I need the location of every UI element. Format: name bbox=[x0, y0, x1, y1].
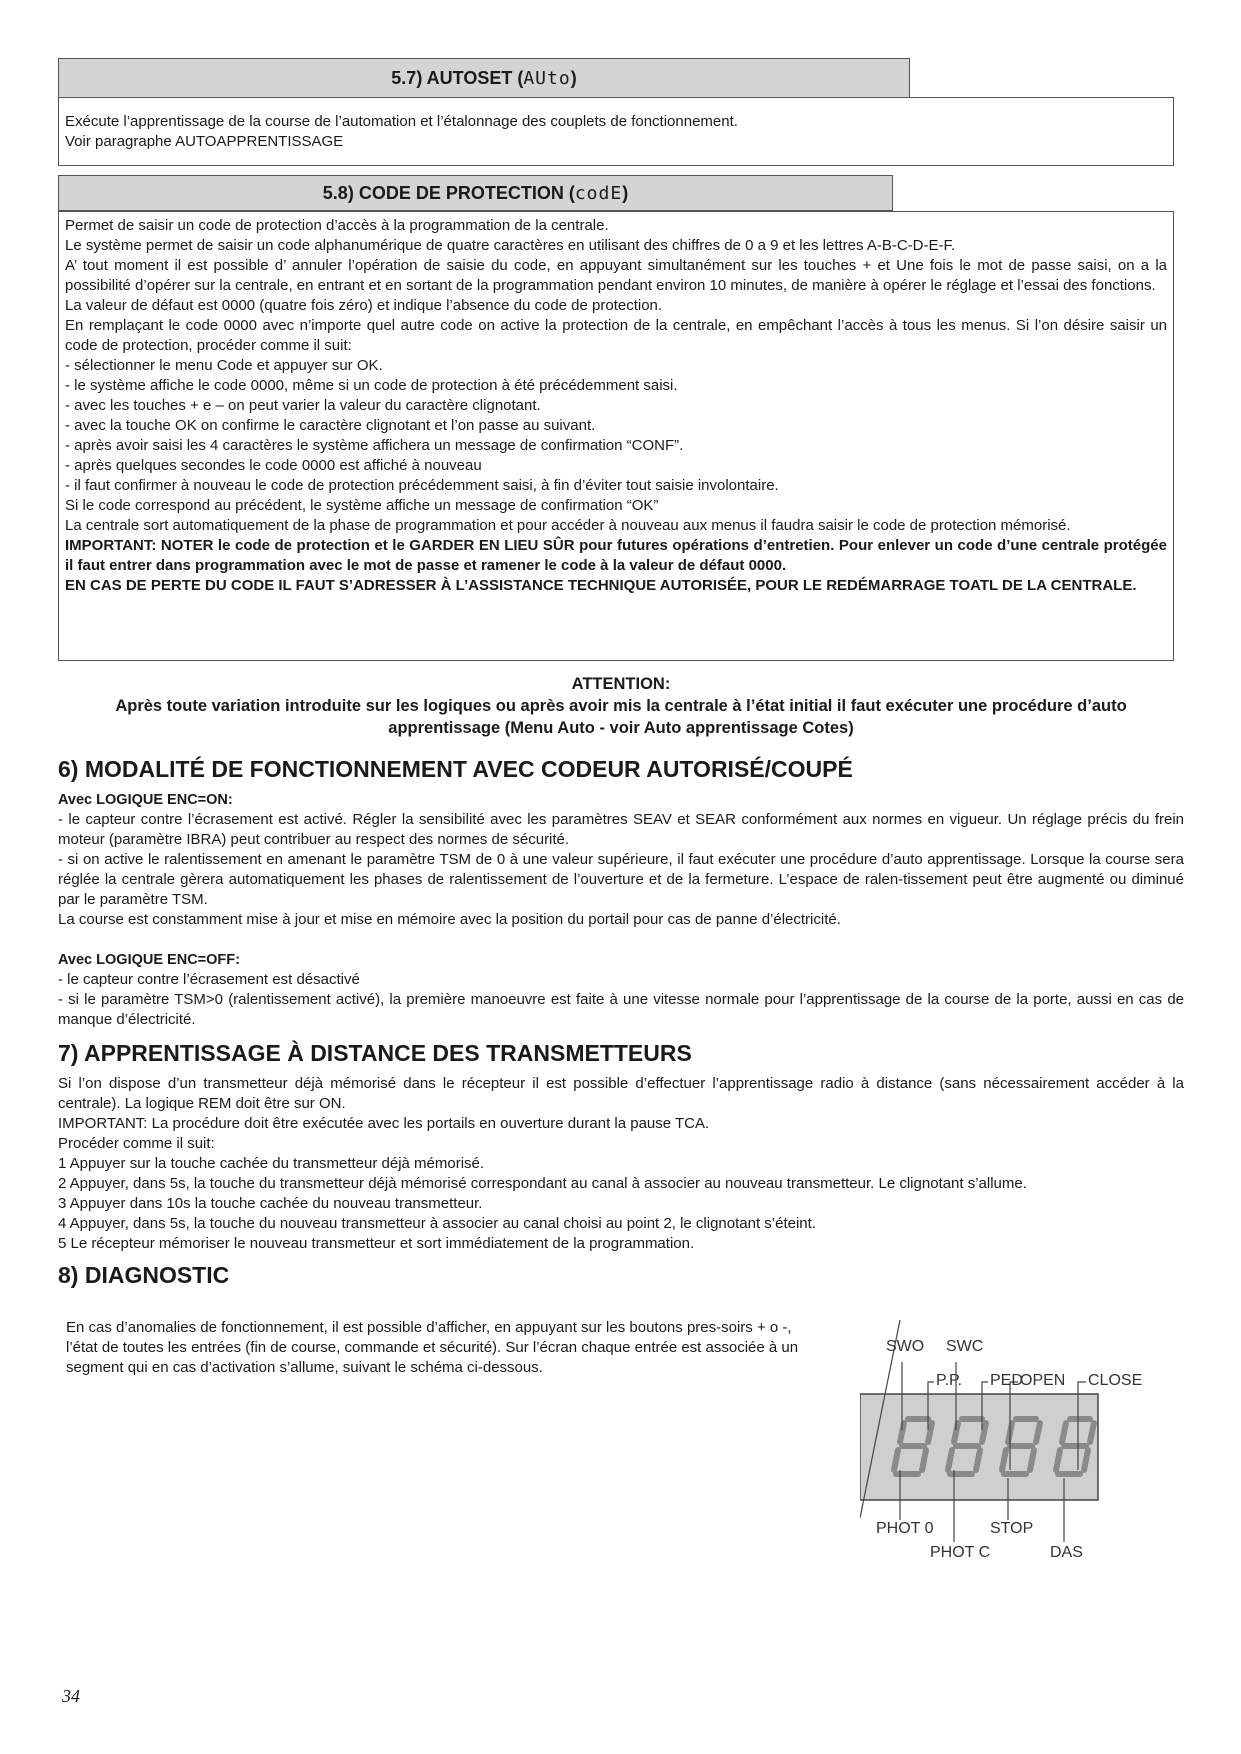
section-5-8-title-close: ) bbox=[622, 183, 629, 203]
list-item: 2 Appuyer, dans 5s, la touche du transmetteur déjà mémorisé correspondant au canal à associer au nouveau transmetteur. Le clignotant s’allume. bbox=[58, 1175, 1027, 1192]
page-number: 34 bbox=[62, 1686, 80, 1706]
section-6-body bbox=[58, 790, 1184, 1030]
label-swo: SWO bbox=[886, 1338, 925, 1355]
section-5-8-display-code: codE bbox=[574, 183, 623, 204]
important-note: EN CAS DE PERTE DU CODE IL FAUT S’ADRESSER À L’ASSISTANCE TECHNIQUE AUTORISÉE, POUR LE REDÉMARRAGE TOATL DE LA CENTRALE. bbox=[65, 577, 1137, 594]
paragraph: La centrale sort automatiquement de la phase de programmation et pour accéder à nouveau aux menus il faudra saisir le code de protection mémorisé. bbox=[65, 517, 1071, 534]
paragraph: Le système permet de saisir un code alphanumérique de quatre caractères en utilisant des chiffres de 0 a 9 et les lettres A-B-C-D-E-F. bbox=[65, 237, 956, 254]
list-item: 4 Appuyer, dans 5s, la touche du nouveau transmetteur à associer au canal choisi au point 2, le clignotant s’éteint. bbox=[58, 1215, 816, 1232]
section-6-off-title: Avec LOGIQUE ENC=OFF: bbox=[58, 952, 240, 968]
list-item: - avec la touche OK on confirme le caractère clignotant et l’on passe au suivant. bbox=[65, 417, 596, 434]
section-5-8-body bbox=[58, 211, 1174, 661]
section-5-7-display-code: AUto bbox=[523, 68, 571, 89]
section-5-8-header bbox=[58, 175, 893, 211]
paragraph: Permet de saisir un code de protection d’accès à la programmation de la centrale. bbox=[65, 217, 609, 234]
paragraph: La course est constamment mise à jour et mise en mémoire avec la position du portail pour cas de panne d’électricité. bbox=[58, 911, 841, 928]
section-7-title: 7) APPRENTISSAGE À DISTANCE DES TRANSMETTEURS bbox=[58, 1040, 692, 1066]
attention-text: Après toute variation introduite sur les logiques ou après avoir mis la centrale à l’état initial il faut exécuter une procédure d’auto apprentissage (Menu Auto - voir Auto apprentissage Cotes) bbox=[115, 697, 1127, 737]
list-item: - il faut confirmer à nouveau le code de protection précédemment saisi, à fin d’éviter tout saisie involontaire. bbox=[65, 477, 779, 494]
paragraph: - le capteur contre l’écrasement est activé. Régler la sensibilité avec les paramètres SEAV et SEAR conformément aux normes en vigueur. Un réglage précis du frein moteur (paramètre IBRA) peut contribuer au respect des normes de sécurité. bbox=[58, 811, 1184, 848]
section-6-title: 6) MODALITÉ DE FONCTIONNEMENT AVEC CODEUR AUTORISÉ/COUPÉ bbox=[58, 756, 853, 782]
list-item: 1 Appuyer sur la touche cachée du transmetteur déjà mémorisé. bbox=[58, 1155, 485, 1172]
paragraph: La valeur de défaut est 0000 (quatre fois zéro) et indique l’absence du code de protection. bbox=[65, 297, 663, 314]
section-8-title: 8) DIAGNOSTIC bbox=[58, 1262, 230, 1288]
label-phot0: PHOT 0 bbox=[876, 1520, 934, 1537]
important-note: IMPORTANT: NOTER le code de protection et le GARDER EN LIEU SÛR pour futures opérations d’entretien. Pour enlever un code d’une centrale protégée il faut entrer dans programmation avec le mot de passe et ramener le code à la valeur de défaut 0000. bbox=[65, 537, 1167, 574]
label-close: CLOSE bbox=[1088, 1372, 1143, 1389]
section-5-7-body bbox=[58, 97, 1174, 166]
paragraph: Si l’on dispose d’un transmetteur déjà mémorisé dans le récepteur il est possible d’effectuer l’apprentissage radio à distance (sans nécessairement accéder à la centrale). La logique REM doit être sur ON. bbox=[58, 1075, 1184, 1112]
list-item: 3 Appuyer dans 10s la touche cachée du nouveau transmetteur. bbox=[58, 1195, 483, 1212]
section-7-body bbox=[58, 1074, 1184, 1254]
list-item: - avec les touches + e – on peut varier la valeur du caractère clignotant. bbox=[65, 397, 541, 414]
paragraph: Procéder comme il suit: bbox=[58, 1135, 215, 1152]
paragraph: Si le code correspond au précédent, le système affiche un message de confirmation “OK” bbox=[65, 497, 659, 514]
list-item: - sélectionner le menu Code et appuyer sur OK. bbox=[65, 357, 383, 374]
attention-block bbox=[58, 673, 1184, 739]
list-item: 5 Le récepteur mémoriser le nouveau transmetteur et sort immédiatement de la programmation. bbox=[58, 1235, 695, 1252]
section-8-text: En cas d’anomalies de fonctionnement, il est possible d’afficher, en appuyant sur les boutons pres-soirs + o -, l’état de toutes les entrées (fin de course, commande et sécurité). Sur l’écran chaque entrée est associée à un segment qui en cas d’activation s’allume, suivant le schéma ci-dessous. bbox=[66, 1319, 799, 1376]
section-5-7-title: 5.7) AUTOSET ( bbox=[391, 68, 524, 88]
section-5-7-line: Exécute l’apprentissage de la course de l’automation et l’étalonnage des couplets de fonctionnement. bbox=[65, 113, 738, 130]
label-pp: P.P. bbox=[936, 1372, 963, 1389]
section-5-7-header bbox=[58, 58, 910, 98]
diagnostic-diagram bbox=[860, 1320, 1180, 1570]
attention-title: ATTENTION: bbox=[571, 675, 671, 693]
paragraph: IMPORTANT: La procédure doit être exécutée avec les portails en ouverture durant la pause TCA. bbox=[58, 1115, 710, 1132]
paragraph: A’ tout moment il est possible d’ annuler l’opération de saisie du code, en appuyant simultanément sur les touches + et Une fois le mot de passe saisi, on a la possibilité d’opérer sur la centrale, en entrant et en sortant de la programmation pendant environ 10 minutes, de manière à opérer le réglage et l’essai des fonctions. bbox=[65, 257, 1167, 294]
section-5-8-title: 5.8) CODE DE PROTECTION ( bbox=[322, 183, 575, 203]
list-item: - après quelques secondes le code 0000 est affiché à nouveau bbox=[65, 457, 482, 474]
label-das: DAS bbox=[1050, 1544, 1083, 1561]
paragraph: - si le paramètre TSM>0 (ralentissement activé), la première manoeuvre est faite à une vitesse normale pour l’apprentissage de la course de la porte, aussi en cas de manque d’électricité. bbox=[58, 991, 1184, 1028]
label-ped: PED bbox=[990, 1372, 1023, 1389]
label-stop: STOP bbox=[990, 1520, 1034, 1537]
label-photc: PHOT C bbox=[930, 1544, 991, 1561]
label-open: OPEN bbox=[1020, 1372, 1066, 1389]
section-5-7-title-close: ) bbox=[570, 68, 577, 88]
list-item: - le système affiche le code 0000, même si un code de protection à été précédemment saisi. bbox=[65, 377, 678, 394]
section-6-on-title: Avec LOGIQUE ENC=ON: bbox=[58, 792, 233, 808]
paragraph: - le capteur contre l’écrasement est désactivé bbox=[58, 971, 360, 988]
section-5-7-line: Voir paragraphe AUTOAPPRENTISSAGE bbox=[65, 133, 344, 150]
paragraph: - si on active le ralentissement en amenant le paramètre TSM de 0 à une valeur supérieure, il faut exécuter une procédure d’auto apprentissage. Lorsque la course sera réglée la centrale gèrera automatiquement les phases de ralentissement de l’ouverture et de la fermeture. L’espace de ralen-tissement peut être augmenté ou diminué par le paramètre TSM. bbox=[58, 851, 1184, 908]
label-swc: SWC bbox=[946, 1338, 984, 1355]
list-item: - après avoir saisi les 4 caractères le système affichera un message de confirmation “CONF”. bbox=[65, 437, 684, 454]
paragraph: En remplaçant le code 0000 avec n’importe quel autre code on active la protection de la centrale, en empêchant l’accès à tous les menus. Si l’on désire saisir un code de protection, procéder comme il suit: bbox=[65, 317, 1167, 354]
